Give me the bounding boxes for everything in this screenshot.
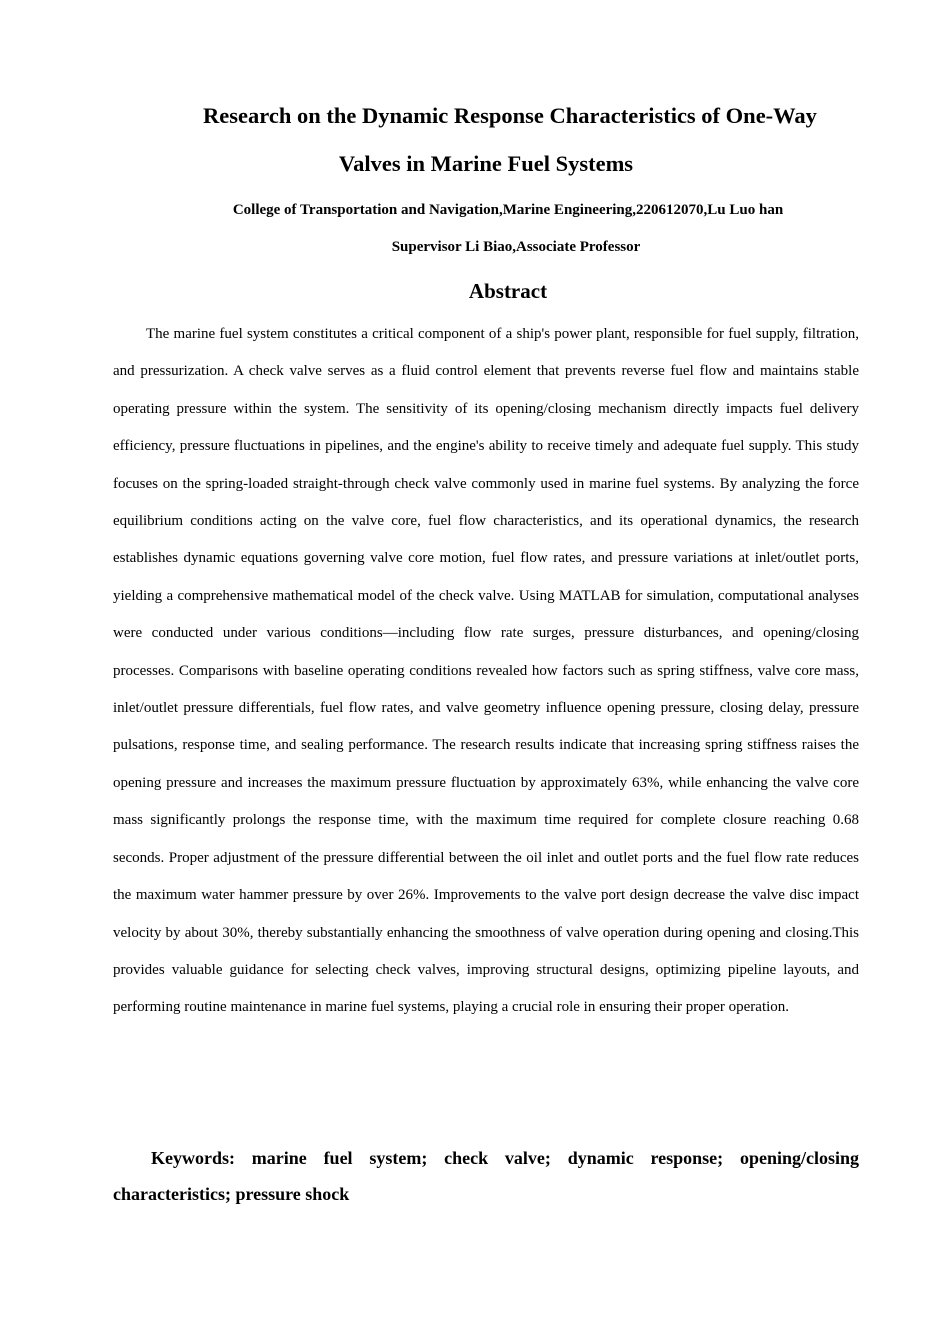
keywords-line: Keywords: marine fuel system; check valve; dynamic response; opening/closing characteristics; pressure shock [113, 1148, 859, 1204]
supervisor-line [113, 236, 859, 258]
author-affiliation-text: College of Transportation and Navigation,Marine Engineering,220612070,Lu Luo han [232, 202, 784, 218]
paper-title-line-2: Valves in Marine Fuel Systems [338, 151, 634, 176]
author-affiliation [113, 199, 859, 221]
paper-title-line-1: Research on the Dynamic Response Characteristics of One-Way [203, 103, 817, 128]
paper-title [113, 92, 859, 188]
abstract-heading [113, 276, 859, 306]
abstract-paragraph: The marine fuel system constitutes a critical component of a ship's power plant, responsible for fuel supply, filtration, and pressurization. A check valve serves as a fluid control element that prevents reverse fuel flow and maintains stable operating pressure within the system. The sensitivity of its opening/closing mechanism directly impacts fuel delivery efficiency, pressure fluctuations in pipelines, and the engine's ability to receive timely and adequate fuel supply. This study focuses on the spring-loaded straight-through check valve commonly used in marine fuel systems. By analyzing the force equilibrium conditions acting on the valve core, fuel flow characteristics, and its operational dynamics, the research establishes dynamic equations governing valve core motion, fuel flow rates, and pressure variations at inlet/outlet ports, yielding a comprehensive mathematical model of the check valve. Using MATLAB for simulation, computational analyses were conducted under various conditions—including flow rate surges, pressure disturbances, and opening/closing processes. Comparisons with baseline operating conditions revealed how factors such as spring stiffness, valve core mass, inlet/outlet pressure differentials, fuel flow rates, and valve geometry influence opening pressure, closing delay, pressure pulsations, response time, and sealing performance. The research results indicate that increasing spring stiffness raises the opening pressure and increases the maximum pressure fluctuation by approximately 63%, while enhancing the valve core mass significantly prolongs the response time, with the maximum time required for complete closure reaching 0.68 seconds. Proper adjustment of the pressure differential between the oil inlet and outlet ports and the fuel flow rate reduces the maximum water hammer pressure by over 26%. Improvements to the valve port design decrease the valve disc impact velocity by about 30%, thereby substantially enhancing the smoothness of valve operation during opening and closing.This provides valuable guidance for selecting check valves, improving structural designs, optimizing pipeline layouts, and performing routine maintenance in marine fuel systems, playing a crucial role in ensuring their proper operation. [113, 326, 859, 1016]
abstract-heading-text: Abstract [468, 279, 548, 303]
supervisor-text: Supervisor Li Biao,Associate Professor [391, 239, 641, 255]
